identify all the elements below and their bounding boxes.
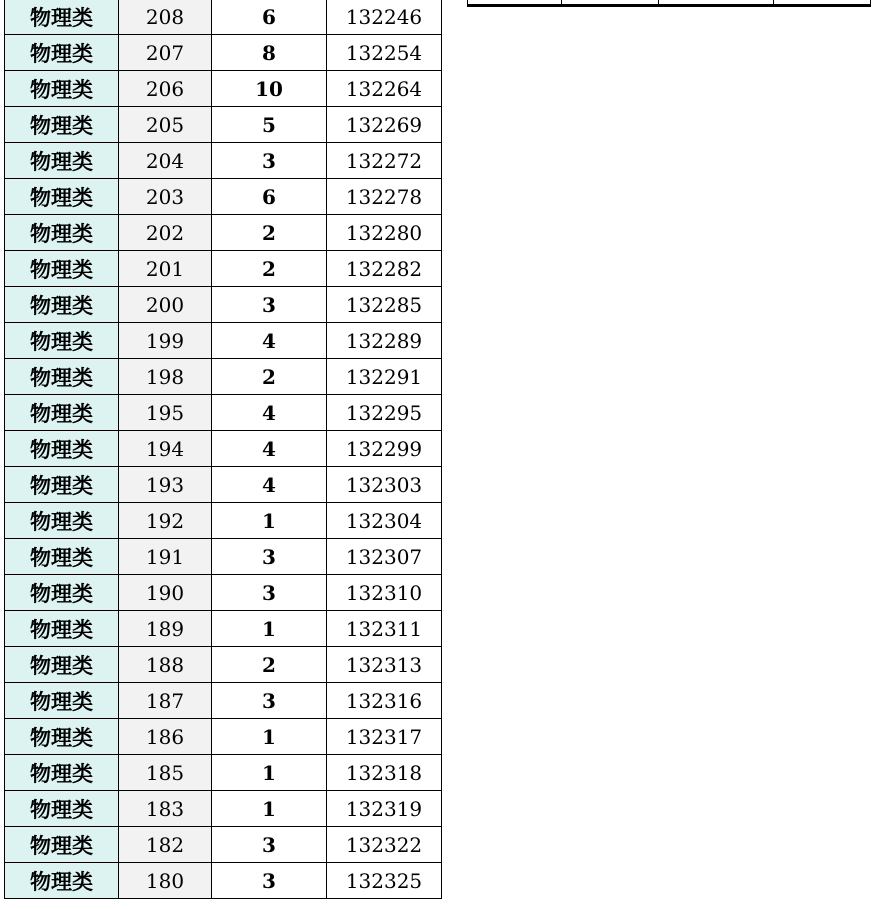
category-cell: 物理类 xyxy=(5,755,119,791)
score-cell: 201 xyxy=(119,251,212,287)
cumulative-cell: 132311 xyxy=(327,611,442,647)
table-row xyxy=(5,35,442,71)
table-row xyxy=(5,863,442,899)
score-cell: 189 xyxy=(119,611,212,647)
table-row xyxy=(5,827,442,863)
score-cell: 188 xyxy=(119,647,212,683)
score-cell: 200 xyxy=(119,287,212,323)
table-row xyxy=(5,503,442,539)
cumulative-cell: 132313 xyxy=(327,647,442,683)
count-cell: 1 xyxy=(212,755,327,791)
cumulative-cell: 132318 xyxy=(327,755,442,791)
table-row xyxy=(5,71,442,107)
adjacent-table-cell xyxy=(774,0,871,6)
category-cell: 物理类 xyxy=(5,179,119,215)
score-cell: 193 xyxy=(119,467,212,503)
cumulative-cell: 132295 xyxy=(327,395,442,431)
score-table-body xyxy=(5,0,442,899)
count-cell: 3 xyxy=(212,863,327,899)
category-cell: 物理类 xyxy=(5,35,119,71)
score-cell: 187 xyxy=(119,683,212,719)
count-cell: 4 xyxy=(212,467,327,503)
table-row xyxy=(5,683,442,719)
category-cell: 物理类 xyxy=(5,683,119,719)
category-cell: 物理类 xyxy=(5,323,119,359)
category-cell: 物理类 xyxy=(5,827,119,863)
score-cell: 186 xyxy=(119,719,212,755)
count-cell: 4 xyxy=(212,431,327,467)
score-cell: 190 xyxy=(119,575,212,611)
count-cell: 10 xyxy=(212,71,327,107)
table-row xyxy=(5,575,442,611)
cumulative-cell: 132269 xyxy=(327,107,442,143)
cumulative-cell: 132319 xyxy=(327,791,442,827)
count-cell: 3 xyxy=(212,683,327,719)
table-row xyxy=(5,755,442,791)
count-cell: 3 xyxy=(212,287,327,323)
cumulative-cell: 132278 xyxy=(327,179,442,215)
cumulative-cell: 132299 xyxy=(327,431,442,467)
cumulative-cell: 132282 xyxy=(327,251,442,287)
cumulative-cell: 132316 xyxy=(327,683,442,719)
count-cell: 3 xyxy=(212,143,327,179)
category-cell: 物理类 xyxy=(5,431,119,467)
category-cell: 物理类 xyxy=(5,107,119,143)
cumulative-cell: 132322 xyxy=(327,827,442,863)
cumulative-cell: 132317 xyxy=(327,719,442,755)
cumulative-cell: 132272 xyxy=(327,143,442,179)
table-row xyxy=(5,251,442,287)
adjacent-table-cell xyxy=(562,0,659,6)
table-row xyxy=(5,359,442,395)
score-cell: 205 xyxy=(119,107,212,143)
cumulative-cell: 132254 xyxy=(327,35,442,71)
count-cell: 2 xyxy=(212,359,327,395)
cumulative-cell: 132280 xyxy=(327,215,442,251)
score-cell: 199 xyxy=(119,323,212,359)
table-row xyxy=(5,539,442,575)
count-cell: 1 xyxy=(212,791,327,827)
score-cell: 180 xyxy=(119,863,212,899)
category-cell: 物理类 xyxy=(5,575,119,611)
count-cell: 4 xyxy=(212,323,327,359)
score-cell: 195 xyxy=(119,395,212,431)
adjacent-table-fragment xyxy=(467,0,871,7)
category-cell: 物理类 xyxy=(5,143,119,179)
score-cell: 182 xyxy=(119,827,212,863)
score-table xyxy=(4,0,442,899)
count-cell: 6 xyxy=(212,0,327,35)
count-cell: 1 xyxy=(212,719,327,755)
table-row xyxy=(5,647,442,683)
score-cell: 192 xyxy=(119,503,212,539)
count-cell: 5 xyxy=(212,107,327,143)
table-row xyxy=(5,143,442,179)
category-cell: 物理类 xyxy=(5,611,119,647)
table-row xyxy=(5,107,442,143)
category-cell: 物理类 xyxy=(5,0,119,35)
cumulative-cell: 132310 xyxy=(327,575,442,611)
table-row xyxy=(5,287,442,323)
table-row xyxy=(5,431,442,467)
cumulative-cell: 132325 xyxy=(327,863,442,899)
category-cell: 物理类 xyxy=(5,791,119,827)
adjacent-table-row xyxy=(468,0,871,6)
score-cell: 183 xyxy=(119,791,212,827)
table-row xyxy=(5,323,442,359)
table-row xyxy=(5,395,442,431)
count-cell: 3 xyxy=(212,539,327,575)
cumulative-cell: 132289 xyxy=(327,323,442,359)
table-row xyxy=(5,179,442,215)
score-cell: 206 xyxy=(119,71,212,107)
category-cell: 物理类 xyxy=(5,395,119,431)
count-cell: 3 xyxy=(212,827,327,863)
count-cell: 2 xyxy=(212,215,327,251)
category-cell: 物理类 xyxy=(5,287,119,323)
cumulative-cell: 132307 xyxy=(327,539,442,575)
cumulative-cell: 132291 xyxy=(327,359,442,395)
cumulative-cell: 132246 xyxy=(327,0,442,35)
adjacent-table-cell xyxy=(659,0,774,6)
count-cell: 1 xyxy=(212,503,327,539)
count-cell: 1 xyxy=(212,611,327,647)
count-cell: 2 xyxy=(212,647,327,683)
adjacent-table-cell xyxy=(468,0,562,6)
score-cell: 191 xyxy=(119,539,212,575)
score-cell: 194 xyxy=(119,431,212,467)
count-cell: 4 xyxy=(212,395,327,431)
count-cell: 6 xyxy=(212,179,327,215)
category-cell: 物理类 xyxy=(5,71,119,107)
category-cell: 物理类 xyxy=(5,467,119,503)
category-cell: 物理类 xyxy=(5,539,119,575)
score-cell: 207 xyxy=(119,35,212,71)
score-cell: 204 xyxy=(119,143,212,179)
score-cell: 203 xyxy=(119,179,212,215)
score-cell: 185 xyxy=(119,755,212,791)
category-cell: 物理类 xyxy=(5,215,119,251)
count-cell: 3 xyxy=(212,575,327,611)
table-row xyxy=(5,0,442,35)
cumulative-cell: 132304 xyxy=(327,503,442,539)
cumulative-cell: 132303 xyxy=(327,467,442,503)
score-cell: 208 xyxy=(119,0,212,35)
table-row xyxy=(5,611,442,647)
category-cell: 物理类 xyxy=(5,719,119,755)
cumulative-cell: 132285 xyxy=(327,287,442,323)
category-cell: 物理类 xyxy=(5,503,119,539)
table-row xyxy=(5,719,442,755)
category-cell: 物理类 xyxy=(5,359,119,395)
table-row xyxy=(5,215,442,251)
table-row xyxy=(5,467,442,503)
cumulative-cell: 132264 xyxy=(327,71,442,107)
category-cell: 物理类 xyxy=(5,863,119,899)
category-cell: 物理类 xyxy=(5,251,119,287)
table-row xyxy=(5,791,442,827)
category-cell: 物理类 xyxy=(5,647,119,683)
count-cell: 8 xyxy=(212,35,327,71)
score-cell: 202 xyxy=(119,215,212,251)
score-cell: 198 xyxy=(119,359,212,395)
count-cell: 2 xyxy=(212,251,327,287)
